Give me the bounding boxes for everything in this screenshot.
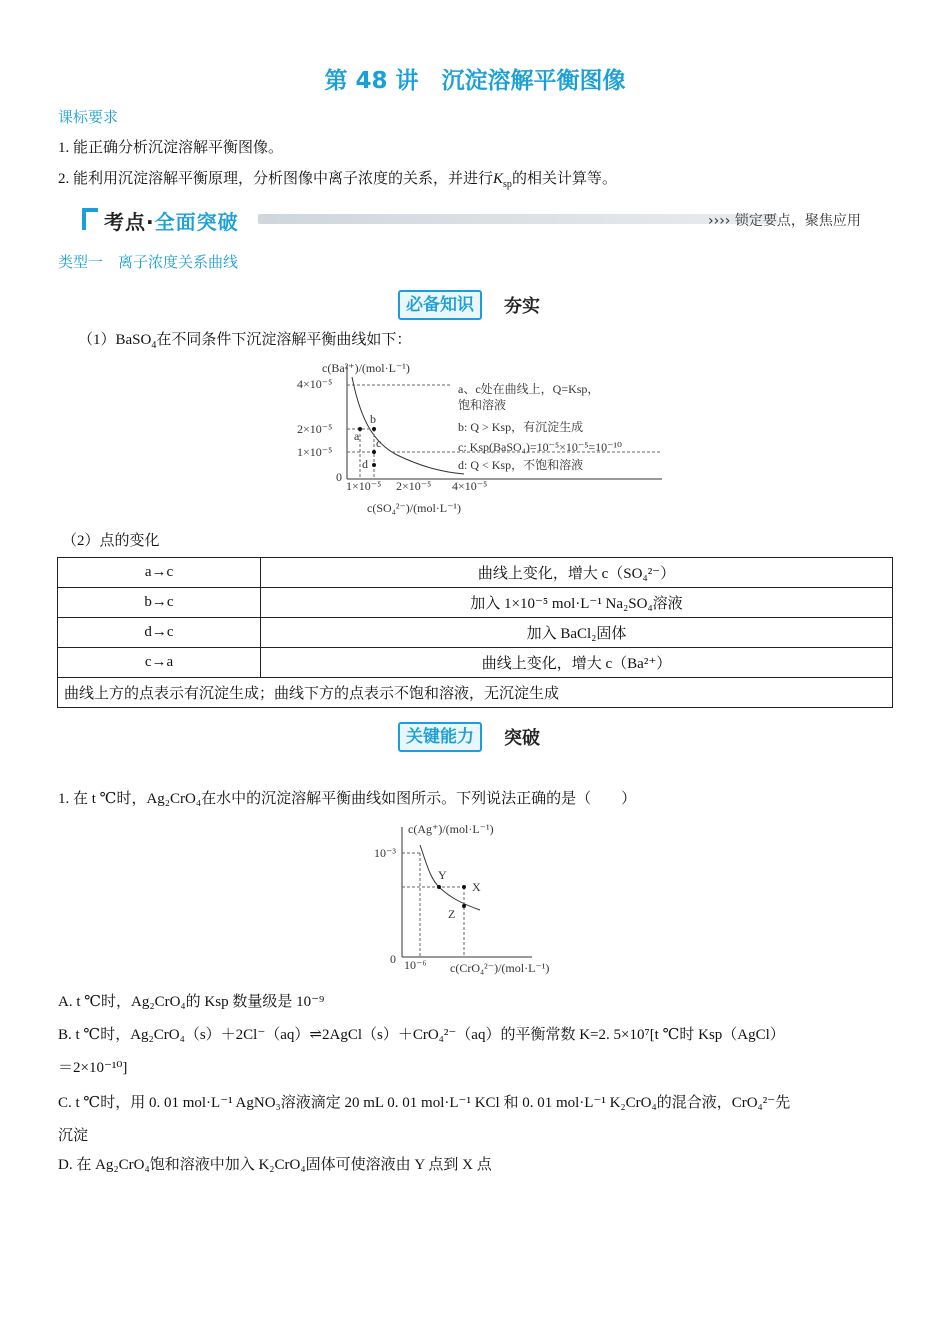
badge-ability-box: 关键能力 [398,722,482,752]
part1-sub: 4 [151,340,157,351]
g2-label-x: X [472,880,481,894]
page-title: 第 48 讲 沉淀溶解平衡图像 [324,68,626,94]
g2-curve [420,845,480,910]
g1-point-b [372,427,376,431]
g2-label-z: Z [448,907,456,921]
table-cell-desc: 加入 BaCl₂固体 [261,618,893,648]
badge-ability [398,722,558,750]
g1-xtick-2: 4×10⁻⁵ [452,479,488,493]
g1-label-b: b [370,412,376,426]
table-cell-from: b→c [58,588,261,618]
curriculum-item-2-post: 的相关计算等。 [511,171,617,187]
banner-left: 考点 [104,210,146,234]
g1-xtick-0: 1×10⁻⁵ [346,479,382,493]
g2-ylabel: c(Ag⁺)/(mol·L⁻¹) [408,822,494,836]
ksp-sub: sp [503,179,512,190]
banner-tagline: ›››› 锁定要点，聚焦应用 [708,213,861,229]
g1-xtick-1: 2×10⁻⁵ [396,479,432,493]
table-row [58,558,893,588]
g1-note-0: a、c处在曲线上，Q=Ksp， [458,382,600,396]
g1-label-d: d [362,457,368,471]
badge-knowledge [398,290,558,318]
banner-corner-icon [78,204,102,234]
option-c-line2: 沉淀 [58,1128,89,1144]
option-a: A. t ℃时，Ag₂CrO₄的 Ksp 数量级是 10⁻⁹ [58,994,325,1010]
table-cell-from: d→c [58,618,261,648]
g1-ytick-2: 1×10⁻⁵ [297,445,333,459]
part1-post: 在不同条件下沉淀溶解平衡曲线如下： [156,332,412,348]
ag2cro4-graph [360,817,580,979]
g2-label-y: Y [438,868,447,882]
g1-note-2: b: Q > Ksp，有沉淀生成 [458,420,584,434]
g1-xlabel: c(SO₄²⁻)/(mol·L⁻¹) [367,501,462,515]
g2-ytick: 10⁻³ [374,846,396,860]
table-footer: 曲线上方的点表示有沉淀生成；曲线下方的点表示不饱和溶液，无沉淀生成 [58,678,893,708]
part1-pre: （1）BaSO [78,332,152,348]
badge-knowledge-box: 必备知识 [398,290,482,320]
g1-note-3: c: Ksp(BaSO₄)=10⁻⁵×10⁻⁵=10⁻¹⁰ [458,440,622,454]
g2-xlabel: c(CrO₄²⁻)/(mol·L⁻¹) [450,961,550,975]
section-banner [78,202,898,236]
table-cell-desc: 加入 1×10⁻⁵ mol·L⁻¹ Na₂SO₄溶液 [261,588,893,618]
option-b-line2: ＝2×10⁻¹⁰] [58,1060,128,1076]
g1-point-c [372,450,376,454]
table-cell-from: c→a [58,648,261,678]
baso4-graph [292,357,672,519]
banner-tag [78,202,263,236]
g1-point-d [372,463,376,467]
g1-ytick-1: 2×10⁻⁵ [297,422,333,436]
g2-xtick: 10⁻⁶ [404,958,427,972]
curriculum-heading: 课标要求 [58,108,119,126]
type-heading: 类型一 离子浓度关系曲线 [58,253,239,271]
table-cell-from: a→c [58,558,261,588]
option-d: D. 在 Ag₂CrO₄饱和溶液中加入 K₂CrO₄固体可使溶液由 Y 点到 X 点 [58,1157,492,1173]
g1-ytick-3: 0 [336,470,342,484]
g1-ytick-0: 4×10⁻⁵ [297,377,333,391]
curriculum-item-2 [58,167,617,190]
curriculum-item-1: 1. 能正确分析沉淀溶解平衡图像。 [58,140,284,156]
question-stem: 1. 在 t ℃时，Ag₂CrO₄在水中的沉淀溶解平衡曲线如图所示。下列说法正确的是（ ） [58,791,637,807]
g1-label-a: a [354,429,360,443]
banner-right-word: 全面突破 [154,210,239,234]
g1-curve [352,377,464,474]
g1-label-c: c [376,436,382,450]
table-cell-desc: 曲线上变化，增大 c（SO₄²⁻） [261,558,893,588]
ksp-k: K [493,171,504,187]
banner-bar [258,214,778,224]
table-row [58,618,893,648]
badge-knowledge-rest: 夯实 [504,296,540,317]
g1-note-1: 饱和溶液 [458,398,507,412]
g2-origin: 0 [390,952,396,966]
g2-point-z [462,904,466,908]
table-row [58,648,893,678]
curriculum-item-2-pre: 2. 能利用沉淀溶解平衡原理，分析图像中离子浓度的关系，并进行 [58,171,494,187]
banner-dot: · [146,210,155,234]
g1-note-4: d: Q < Ksp，不饱和溶液 [458,458,584,472]
option-b-line1: B. t ℃时，Ag₂CrO₄（s）＋2Cl⁻（aq）⇌2AgCl（s）＋CrO₄²⁻（aq）的平衡常数 K=2. 5×10⁷[t ℃时 Ksp（AgCl） [58,1027,785,1043]
option-c-line1: C. t ℃时，用 0. 01 mol·L⁻¹ AgNO₃溶液滴定 20 mL 0. 01 mol·L⁻¹ KCl 和 0. 01 mol·L⁻¹ K₂CrO₄的混合液，CrO₄²⁻先 [58,1095,791,1111]
part1-text [78,328,411,351]
table-footer-row [58,678,893,708]
g2-point-x [462,885,466,889]
g1-ylabel: c(Ba²⁺)/(mol·L⁻¹) [322,361,410,375]
badge-ability-rest: 突破 [504,728,540,749]
table-row [58,588,893,618]
table-cell-desc: 曲线上变化，增大 c（Ba²⁺） [261,648,893,678]
part2-heading: （2）点的变化 [62,533,160,549]
g2-point-y [437,885,441,889]
point-change-table [57,557,893,708]
